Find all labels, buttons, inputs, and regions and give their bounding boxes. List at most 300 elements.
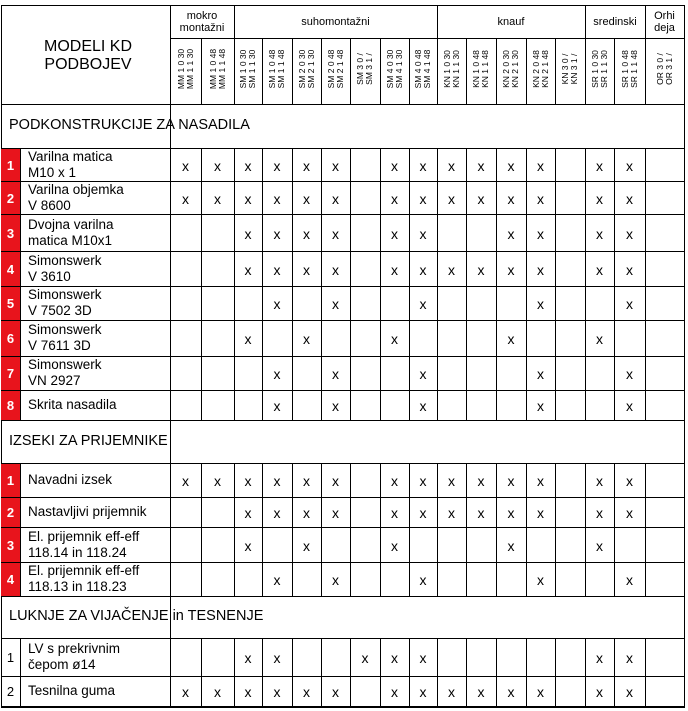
column-header-divider (201, 38, 202, 105)
check-mark: x (273, 296, 281, 312)
row-label: Simonswerk VN 2927 (28, 357, 102, 388)
column-divider (466, 390, 467, 421)
check-mark: x (273, 225, 281, 242)
column-divider (555, 148, 556, 182)
column-divider (350, 356, 351, 391)
column-divider (350, 214, 351, 252)
check-mark: x (537, 296, 544, 312)
column-divider (496, 390, 497, 421)
column-divider (614, 527, 615, 563)
column-header-11 (501, 40, 520, 98)
row-number: 2 (1, 498, 20, 527)
check-mark: x (303, 473, 310, 489)
check-mark: x (244, 225, 252, 242)
check-mark: x (507, 684, 515, 700)
column-divider (201, 390, 202, 421)
check-mark: x (507, 190, 515, 207)
check-mark: x (303, 505, 310, 521)
check-mark: x (477, 473, 485, 489)
column-divider (234, 286, 235, 321)
check-mark: x (626, 296, 633, 312)
row-divider (1, 420, 685, 421)
row-number: 3 (1, 215, 20, 251)
column-divider (201, 356, 202, 391)
check-mark: x (419, 473, 427, 489)
column-code: SM 4 0 30 SM 4 1 30 (384, 49, 404, 89)
check-mark: x (332, 572, 339, 588)
check-mark: x (182, 157, 189, 174)
check-mark: x (507, 261, 515, 278)
column-divider (262, 320, 263, 357)
column-divider (409, 527, 410, 563)
check-mark: x (244, 157, 252, 174)
check-mark: x (537, 473, 544, 489)
check-mark: x (626, 473, 633, 489)
check-mark: x (332, 684, 339, 700)
column-header-divider (437, 38, 438, 105)
column-divider (234, 390, 235, 421)
column-divider (170, 356, 171, 391)
check-mark: x (507, 505, 515, 521)
column-divider (466, 638, 467, 677)
check-mark: x (273, 505, 281, 521)
row-number: 4 (1, 563, 20, 596)
row-divider (1, 706, 685, 707)
check-mark: x (419, 398, 427, 414)
check-mark: x (391, 261, 398, 278)
check-mark: x (596, 684, 603, 700)
column-header-divider (645, 38, 646, 105)
check-mark: x (419, 225, 427, 242)
check-mark: x (596, 261, 603, 278)
row-label: El. prijemnik eff-eff 118.14 in 118.24 (28, 528, 140, 560)
column-divider (170, 527, 171, 563)
number-divider (20, 527, 21, 563)
group-header-0: mokro montažni (179, 10, 225, 34)
check-mark: x (537, 261, 544, 278)
column-code: KN 1 0 48 KN 1 1 48 (471, 50, 490, 88)
column-divider (350, 676, 351, 707)
check-mark: x (303, 225, 310, 242)
check-mark: x (419, 650, 427, 666)
check-mark: x (537, 572, 544, 588)
column-divider (350, 562, 351, 597)
group-header-4: Orhi deja (654, 10, 675, 34)
row-number: 1 (6, 650, 15, 665)
column-code: OR 3 0 / OR 3 1 / (654, 53, 674, 85)
row-label: Simonswerk V 7611 3D (28, 322, 102, 353)
column-divider (466, 527, 467, 563)
column-divider (170, 497, 171, 528)
check-mark: x (391, 473, 398, 489)
number-divider (20, 356, 21, 391)
row-number: 4 (1, 252, 20, 286)
check-mark: x (273, 398, 281, 414)
check-mark: x (419, 684, 427, 700)
check-mark: x (419, 261, 427, 278)
check-mark: x (596, 190, 603, 207)
check-mark: x (391, 331, 398, 347)
column-divider (645, 638, 646, 677)
column-code: SM 4 0 48 SM 4 1 48 (413, 49, 432, 89)
row-number: 1 (1, 149, 20, 181)
column-divider (645, 497, 646, 528)
check-mark: x (419, 296, 427, 312)
check-mark: x (596, 331, 603, 347)
number-divider (20, 562, 21, 597)
check-mark: x (419, 366, 427, 382)
check-mark: x (448, 190, 455, 207)
check-mark: x (391, 190, 398, 207)
check-mark: x (244, 505, 252, 521)
column-header-7 (384, 40, 404, 98)
column-header-13 (560, 40, 579, 98)
column-divider (170, 286, 171, 321)
column-divider (645, 390, 646, 421)
check-mark: x (419, 572, 427, 588)
check-mark: x (332, 157, 339, 174)
check-mark: x (273, 157, 281, 174)
check-mark: x (448, 684, 455, 700)
check-mark: x (214, 190, 221, 207)
column-header-divider (614, 38, 615, 105)
row-label: Simonswerk V 3610 (28, 252, 102, 284)
check-mark: x (596, 650, 603, 666)
column-divider (614, 320, 615, 357)
column-divider (555, 638, 556, 677)
number-divider (20, 251, 21, 287)
check-mark: x (303, 157, 310, 174)
column-divider (350, 148, 351, 182)
column-divider (526, 320, 527, 357)
column-divider (496, 356, 497, 391)
column-divider (292, 562, 293, 597)
column-divider (234, 562, 235, 597)
column-divider (437, 286, 438, 321)
column-divider (409, 320, 410, 357)
column-code: KN 1 0 30 KN 1 1 30 (441, 50, 461, 88)
check-mark: x (477, 261, 485, 278)
check-mark: x (273, 572, 281, 588)
check-mark: x (391, 650, 398, 666)
check-mark: x (626, 650, 633, 666)
check-mark: x (391, 157, 398, 174)
column-divider (437, 320, 438, 357)
column-divider (645, 463, 646, 498)
number-divider (20, 148, 21, 182)
check-mark: x (537, 225, 544, 242)
column-divider (201, 214, 202, 252)
column-divider (555, 676, 556, 707)
check-mark: x (477, 684, 485, 700)
column-header-divider (409, 38, 410, 105)
check-mark: x (303, 261, 310, 278)
check-mark: x (303, 190, 310, 207)
column-header-5 (325, 40, 345, 98)
column-code: SR 1 0 48 SR 1 1 48 (619, 50, 639, 88)
row-divider (1, 596, 685, 597)
column-code: SM 3 0 / SM 3 1 / (355, 53, 374, 85)
column-code: SM 1 0 30 SM 1 1 30 (238, 49, 257, 89)
column-header-6 (355, 40, 374, 98)
row-label: Navadni izsek (28, 472, 113, 487)
group-header-1: suhomontažni (301, 16, 370, 28)
column-divider (262, 527, 263, 563)
column-divider (350, 320, 351, 357)
column-divider (380, 390, 381, 421)
section-title: LUKNJE ZA VIJAČENJE in TESNENJE (9, 608, 264, 624)
column-divider (645, 527, 646, 563)
check-mark: x (391, 684, 398, 700)
column-divider (645, 251, 646, 287)
column-code: KN 2 0 48 KN 2 1 48 (530, 50, 550, 88)
column-divider (201, 286, 202, 321)
check-mark: x (507, 473, 515, 489)
check-mark: x (626, 225, 633, 242)
check-mark: x (448, 157, 455, 174)
check-mark: x (596, 537, 603, 554)
column-header-divider (380, 38, 381, 105)
check-mark: x (244, 190, 252, 207)
column-divider (555, 286, 556, 321)
row-number: 7 (1, 357, 20, 390)
check-mark: x (303, 684, 310, 700)
check-mark: x (273, 366, 281, 382)
column-header-3 (267, 40, 286, 98)
column-divider (466, 214, 467, 252)
number-divider (20, 463, 21, 498)
check-mark: x (448, 505, 455, 521)
check-mark: x (244, 537, 252, 554)
column-divider (201, 320, 202, 357)
check-mark: x (391, 225, 398, 242)
column-code: KN 2 0 30 KN 2 1 30 (501, 50, 520, 88)
check-mark: x (477, 157, 485, 174)
check-mark: x (626, 398, 633, 414)
column-divider (350, 181, 351, 215)
column-divider (201, 562, 202, 597)
column-divider (201, 676, 202, 707)
check-mark: x (244, 331, 252, 347)
column-header-divider (555, 38, 556, 105)
group-header-3: sredinski (593, 16, 637, 28)
column-divider (170, 251, 171, 287)
column-header-divider (292, 38, 293, 105)
number-divider (20, 286, 21, 321)
check-mark: x (214, 473, 221, 489)
check-mark: x (448, 261, 455, 278)
column-divider (292, 638, 293, 677)
row-number: 5 (1, 287, 20, 320)
column-divider (585, 286, 586, 321)
column-divider (350, 527, 351, 563)
check-mark: x (303, 537, 310, 554)
check-mark: x (596, 157, 603, 174)
check-mark: x (626, 505, 633, 521)
column-divider (321, 320, 322, 357)
column-header-12 (530, 40, 550, 98)
column-divider (645, 562, 646, 597)
column-divider (466, 356, 467, 391)
column-header-divider (466, 38, 467, 105)
check-mark: x (273, 684, 281, 700)
check-mark: x (182, 684, 189, 700)
column-divider (585, 390, 586, 421)
check-mark: x (391, 537, 398, 554)
number-divider (20, 676, 21, 707)
column-divider (437, 390, 438, 421)
column-divider (555, 214, 556, 252)
row-label: Dvojna varilna matica M10x1 (28, 216, 114, 248)
check-mark: x (419, 157, 427, 174)
column-divider (292, 286, 293, 321)
column-divider (292, 356, 293, 391)
column-divider (526, 638, 527, 677)
check-mark: x (244, 261, 252, 278)
column-divider (555, 356, 556, 391)
check-mark: x (244, 650, 252, 666)
column-divider (170, 320, 171, 357)
column-divider (350, 251, 351, 287)
check-mark: x (477, 190, 485, 207)
row-label: Skrita nasadila (28, 397, 117, 412)
header-bottom-border (1, 104, 685, 105)
column-code: SM 1 0 48 SM 1 1 48 (267, 49, 286, 89)
column-divider (555, 463, 556, 498)
check-mark: x (391, 505, 398, 521)
column-code: MM 1 0 48 MM 1 1 48 (207, 48, 227, 90)
check-mark: x (303, 331, 310, 347)
column-header-15 (619, 40, 639, 98)
number-divider (20, 320, 21, 357)
column-divider (466, 320, 467, 357)
column-header-2 (238, 40, 257, 98)
row-number: 2 (6, 684, 15, 699)
section-title: PODKONSTRUKCIJE ZA NASADILA (9, 117, 250, 133)
check-mark: x (626, 366, 633, 382)
check-mark: x (244, 684, 252, 700)
table-top-border (1, 5, 685, 6)
column-divider (585, 356, 586, 391)
column-header-divider (585, 38, 586, 105)
check-mark: x (596, 505, 603, 521)
column-divider (645, 148, 646, 182)
check-mark: x (626, 684, 633, 700)
row-number: 6 (1, 321, 20, 356)
column-divider (555, 497, 556, 528)
row-number: 1 (1, 464, 20, 497)
column-divider (292, 390, 293, 421)
section-title: IZSEKI ZA PRIJEMNIKE (9, 432, 168, 449)
group-header-2: knauf (497, 16, 525, 28)
column-header-1 (207, 40, 227, 98)
check-mark: x (537, 505, 544, 521)
check-mark: x (537, 366, 544, 382)
column-divider (380, 286, 381, 321)
column-divider (555, 181, 556, 215)
column-divider (201, 527, 202, 563)
column-divider (170, 214, 171, 252)
column-divider (437, 527, 438, 563)
check-mark: x (214, 684, 221, 700)
column-divider (170, 638, 171, 677)
column-divider (645, 214, 646, 252)
check-mark: x (448, 473, 455, 489)
table-bottom-border (1, 707, 685, 708)
column-header-divider (234, 38, 235, 105)
check-mark: x (507, 331, 515, 347)
column-divider (201, 463, 202, 498)
column-divider (466, 562, 467, 597)
check-mark: x (596, 225, 603, 242)
number-divider (20, 214, 21, 252)
column-divider (496, 562, 497, 597)
column-divider (437, 638, 438, 677)
check-mark: x (182, 473, 189, 489)
column-divider (437, 562, 438, 597)
column-divider (555, 527, 556, 563)
column-header-divider (350, 38, 351, 105)
column-divider (645, 181, 646, 215)
check-mark: x (273, 473, 281, 489)
column-divider (170, 390, 171, 421)
check-mark: x (244, 473, 252, 489)
check-mark: x (537, 157, 544, 174)
check-mark: x (182, 190, 189, 207)
column-divider (380, 356, 381, 391)
row-number: 2 (1, 182, 20, 214)
check-mark: x (507, 157, 515, 174)
column-divider (437, 356, 438, 391)
number-divider (20, 181, 21, 215)
column-divider (645, 356, 646, 391)
number-divider (20, 638, 21, 677)
check-mark: x (332, 225, 339, 242)
check-mark: x (332, 296, 339, 312)
column-divider (555, 390, 556, 421)
column-divider (645, 286, 646, 321)
column-divider (585, 562, 586, 597)
check-mark: x (332, 366, 339, 382)
column-header-divider (321, 38, 322, 105)
row-label: Varilna matica M10 x 1 (28, 148, 113, 180)
column-divider (234, 356, 235, 391)
row-label: LV s prekrivnim čepom ø14 (28, 641, 121, 672)
row-label: El. prijemnik eff-eff 118.13 in 118.23 (28, 563, 140, 594)
column-divider (437, 214, 438, 252)
column-code: MM 1 0 30 MM 1 1 30 (175, 48, 195, 90)
column-code: SM 2 0 48 SM 2 1 48 (325, 49, 345, 89)
column-header-10 (471, 40, 490, 98)
row-label: Nastavljivi prijemnik (28, 504, 147, 519)
check-mark: x (507, 225, 515, 242)
number-divider (20, 390, 21, 421)
check-mark: x (477, 505, 485, 521)
check-mark: x (273, 190, 281, 207)
column-header-divider (262, 38, 263, 105)
column-divider (466, 286, 467, 321)
column-divider (526, 527, 527, 563)
column-divider (645, 676, 646, 707)
check-mark: x (273, 261, 281, 278)
check-mark: x (507, 537, 515, 554)
column-divider (201, 638, 202, 677)
column-header-9 (441, 40, 461, 98)
column-divider (350, 390, 351, 421)
column-divider (201, 497, 202, 528)
column-code: SR 1 0 30 SR 1 1 30 (589, 50, 609, 88)
row-label: Varilna objemka V 8600 (28, 181, 124, 213)
